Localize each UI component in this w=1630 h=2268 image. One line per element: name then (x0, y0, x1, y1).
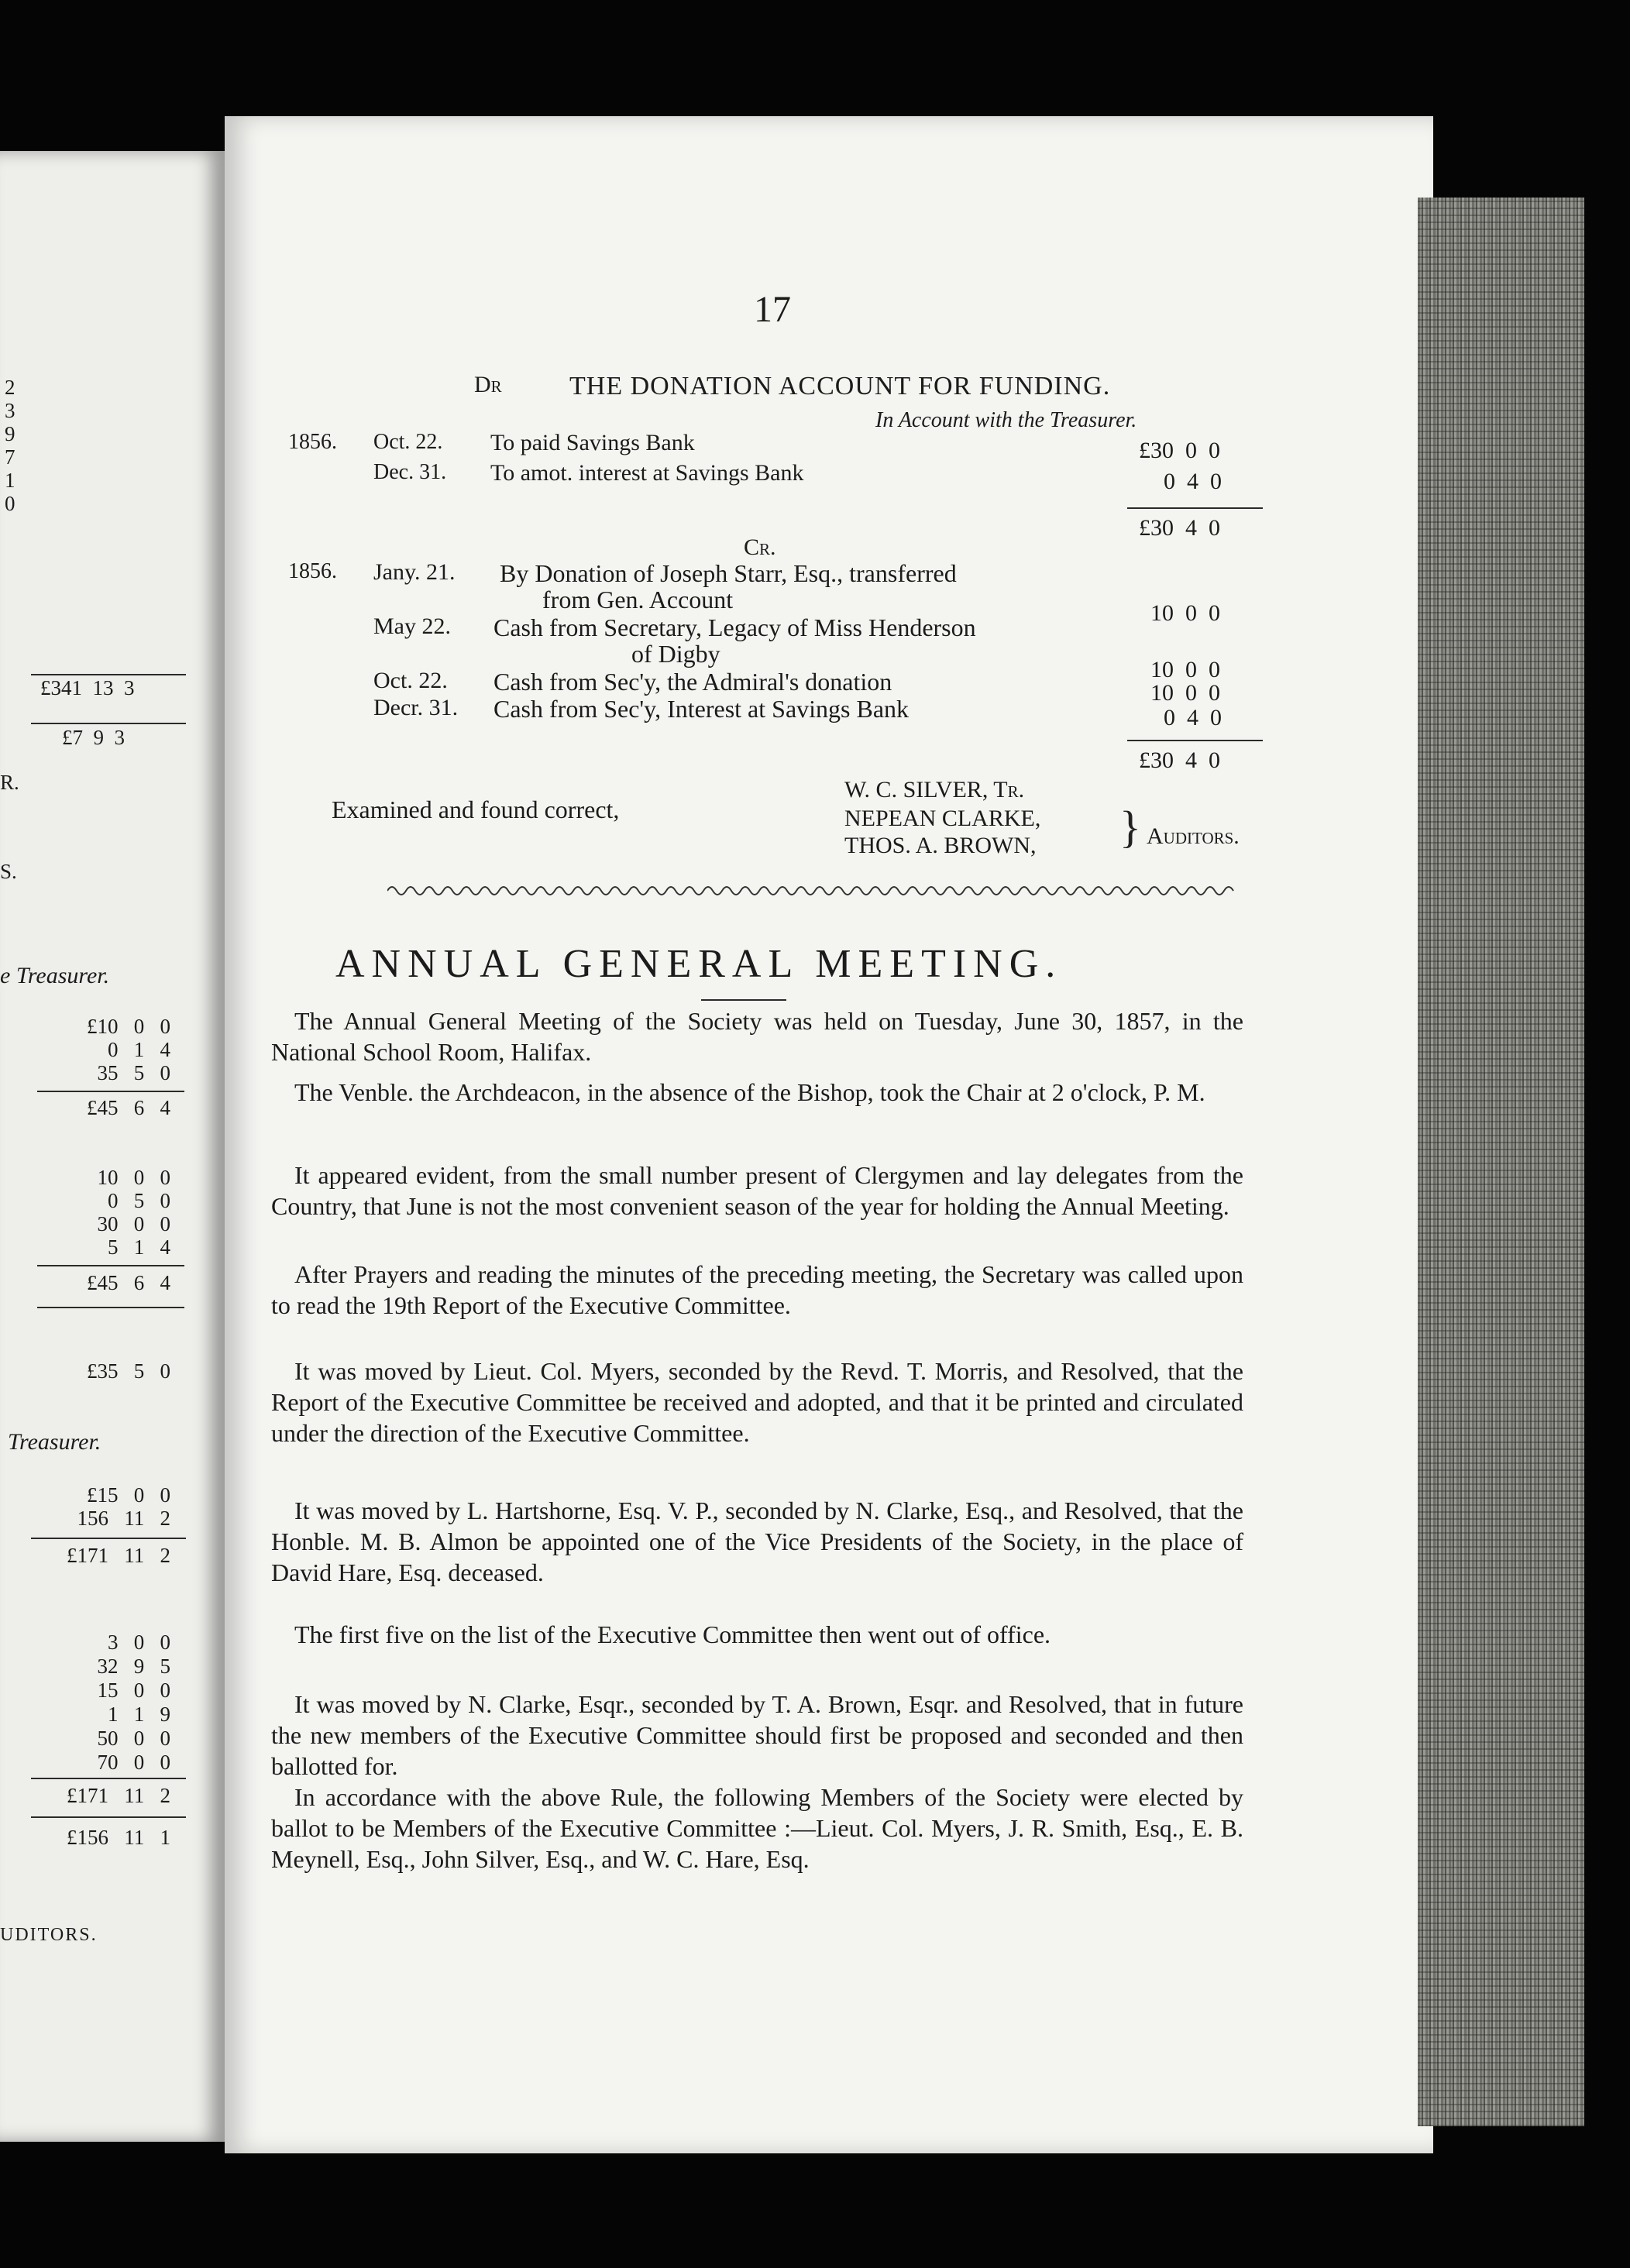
treasurer-heading: e Treasurer. (0, 963, 110, 988)
rule (31, 674, 186, 675)
left-block-2: 10 0 0 0 5 0 30 0 0 5 1 4 (97, 1166, 170, 1259)
page-edge (1418, 198, 1584, 2126)
left-block-4-balance: £156 11 1 (67, 1826, 170, 1849)
rule (31, 1538, 186, 1539)
cr-total: £30 4 0 (1139, 747, 1220, 773)
auditor-signature: THOS. A. BROWN, (844, 833, 1037, 858)
left-block-1: £10 0 0 0 1 4 35 5 0 (87, 1015, 170, 1084)
rule (1127, 740, 1263, 741)
facing-page (0, 151, 225, 2142)
meeting-paragraph: In accordance with the above Rule, the following Members of the Society were elected by ballot to be Members of the Executive Committee :—Lieut. Col. Myers, J. R. Smith, Esq., E. B. Meynell, Esq., John Silver, Esq., and W. C. Hare, Esq. (271, 1783, 1243, 1873)
auditor-signature: NEPEAN CLARKE, (844, 806, 1041, 831)
left-block-2-balance: £35 5 0 (87, 1359, 170, 1383)
brace: } (1119, 802, 1141, 852)
rule (31, 1778, 186, 1779)
auditors-label: Auditors. (1147, 823, 1240, 849)
meeting-paragraph: The first five on the list of the Executive Committee then went out of office. (294, 1620, 1051, 1648)
account-title: THE DONATION ACCOUNT FOR FUNDING. (569, 372, 1111, 400)
cr-label: Cr. (744, 534, 776, 560)
rule (37, 1265, 184, 1266)
left-block-4: 3 0 0 32 9 5 15 0 0 1 1 9 50 0 0 70 0 0 (97, 1631, 170, 1774)
rule (37, 1307, 184, 1308)
wavy-divider (387, 879, 1240, 902)
rule (1127, 507, 1263, 509)
rule (701, 999, 786, 1001)
meeting-paragraph: It was moved by Lieut. Col. Myers, seconded by the Revd. T. Morris, and Resolved, that the Report of the Executive Committee be received and adopted, and that it be printed and circulated under the direction of the Executive Committee. (271, 1357, 1243, 1447)
dr-total: £30 4 0 (1139, 515, 1220, 541)
meeting-paragraph: It was moved by N. Clarke, Esqr., seconded by T. A. Brown, Esqr. and Resolved, that in future the new members of the Executive Committee should first be proposed and seconded and then ballotted for. (271, 1690, 1243, 1780)
examined-text: Examined and found correct, (332, 796, 620, 823)
auditors-stub: UDITORS. (0, 1925, 98, 1945)
treasurer-heading: Treasurer. (8, 1429, 101, 1455)
left-total-row: £341 13 3 (40, 676, 135, 699)
meeting-paragraph: After Prayers and reading the minutes of the preceding meeting, the Secretary was called upon to read the 19th Report of the Executive Committee. (271, 1260, 1243, 1319)
treasurer-signature: W. C. SILVER, Tr. (844, 777, 1025, 802)
stub-text: R. (0, 771, 19, 794)
rule (37, 1091, 184, 1092)
meeting-paragraph: The Annual General Meeting of the Society was held on Tuesday, June 30, 1857, in the National School Room, Halifax. (271, 1007, 1243, 1066)
dr-label: Dr (474, 372, 502, 397)
page-number: 17 (754, 289, 791, 330)
meeting-paragraph: It appeared evident, from the small number present of Clergymen and lay delegates from the Country, that June is not the most convenient season of the year for holding the Annual Meeting. (271, 1161, 1243, 1220)
page-edge-texture (1418, 198, 1584, 2126)
left-block-3: £15 0 0 156 11 2 (77, 1483, 170, 1530)
left-block-4-total: £171 11 2 (67, 1784, 170, 1807)
left-total-row: £7 9 3 (62, 726, 125, 749)
meeting-paragraph: It was moved by L. Hartshorne, Esq. V. P., seconded by N. Clarke, Esq., and Resolved, that the Honble. M. B. Almon be appointed one of the Vice Presidents of the Society, in the place of David Hare, Esq. deceased. (271, 1497, 1243, 1586)
account-subtitle: In Account with the Treasurer. (875, 408, 1137, 432)
left-block-3-total: £171 11 2 (67, 1544, 170, 1567)
left-block-2-total: £45 6 4 (87, 1271, 170, 1294)
stub-numbers: 2 3 9 7 1 0 (5, 376, 15, 515)
rule (31, 723, 186, 724)
meeting-heading: ANNUAL GENERAL MEETING. (335, 942, 1063, 986)
left-block-1-total: £45 6 4 (87, 1096, 170, 1119)
rule (31, 1816, 186, 1818)
meeting-paragraph: The Venble. the Archdeacon, in the absence of the Bishop, took the Chair at 2 o'clock, P. M. (294, 1078, 1205, 1106)
stub-text: S. (0, 860, 17, 883)
